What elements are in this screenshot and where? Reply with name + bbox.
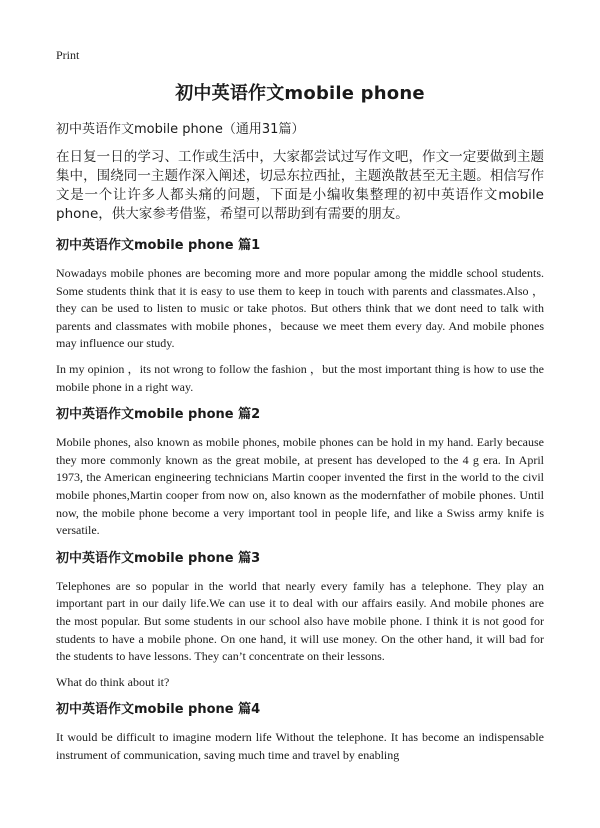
essay-paragraph: What do think about it? [56,674,170,689]
essay-section-3 [56,550,544,692]
section-heading: 初中英语作文mobile phone 篇1 [56,238,261,253]
section-heading: 初中英语作文mobile phone 篇4 [56,702,261,718]
essay-paragraph: Mobile phones, also known as mobile phones, mobile phones can be hold in my hand. Early because they more commonly known as the great mobile, at present has developed to the 4 g era. In April 1973, the American engineering technicians Martin cooper invented the first in the world to the civil mobile phones,Martin cooper from now on, also known as the modernfather of mobile phones. Until now, the mobile phone become a very important tool in people life, and like a Swiss army knife is versatile. [56,435,544,538]
essay-section-1 [56,237,544,396]
section-heading: 初中英语作文mobile phone 篇2 [56,407,261,423]
essay-paragraph: Telephones are so popular in the world that nearly every family has a telephone. They play an important part in our daily life.We can use it to deal with our affairs easily. And mobile phones are the most popular. But some students in our school also have mobile phone. I think it is not good for students to have a mobile phone. On one hand, it will use money. On the other hand, it will bad for the students to have lessons. They can’t concentrate on their lessons. [56,578,544,664]
page-title: 初中英语作文mobile phone [175,83,425,104]
essay-paragraph: It would be difficult to imagine modern life Without the telephone. It has become an indispensable instrument of communication, saving much time and travel by enabling [56,730,544,762]
print-link[interactable]: Print [56,48,80,62]
document-subtitle: 初中英语作文mobile phone（通用31篇） [56,122,305,137]
essay-paragraph: Nowadays mobile phones are becoming more and more popular among the middle school students. Some students think that it is easy to use them to keep in touch with parents and classmates.Also ， they can be used to listen to music or take photos. But others think that we dont need to talk with parents and classmates with mobile phones，because we meet them every day. And mobile phones may influence our study. [56,266,544,351]
essay-section-2 [56,406,544,540]
intro-paragraph: 在日复一日的学习、工作或生活中，大家都尝试过写作文吧，作文一定要做到主题集中，围绕同一主题作深入阐述，切忌东拉西扯，主题涣散甚至无主题。相信写作文是一个让许多人都头痛的问题，下面是小编收集整理的初中英语作文mobile phone，供大家参考借鉴，希望可以帮助到有需要的朋友。 [56,149,544,222]
section-heading: 初中英语作文mobile phone 篇3 [56,550,261,566]
essay-paragraph: In my opinion ，its not wrong to follow the fashion ，but the most important thing is how to use the mobile phone in a right way. [56,361,544,394]
essay-section-4 [56,701,544,764]
